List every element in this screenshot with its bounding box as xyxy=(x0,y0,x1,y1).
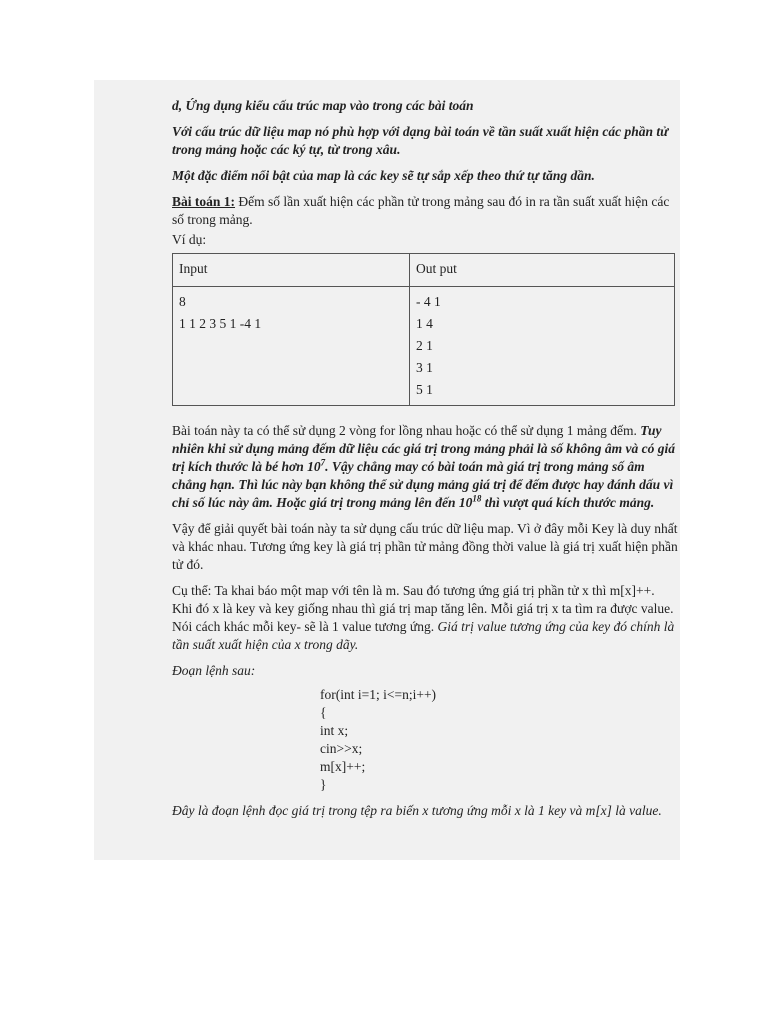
example-label: Ví dụ: xyxy=(172,232,207,247)
para1-bold-b: . Vậy chẳng may có bài toán mà giá trị trong mảng số âm chẳng hạn. Thì lúc này bạn không thể sử dụng mảng giá trị để đếm được hay đánh dấu vì chỉ số lúc này âm. Hoặc giá trị trong mảng lên đến 10 xyxy=(172,459,674,510)
input-line: 1 1 2 3 5 1 -4 1 xyxy=(179,316,262,331)
input-cell xyxy=(173,287,410,406)
closing-paragraph: Đây là đoạn lệnh đọc giá trị trong tệp ra biến x tương ứng mỗi x là 1 key và m[x] là value. xyxy=(172,803,662,818)
table-header-row xyxy=(173,254,675,287)
output-line: 1 4 xyxy=(416,316,433,331)
input-line: 8 xyxy=(179,294,186,309)
table-row xyxy=(173,287,675,406)
document-content xyxy=(172,97,678,820)
output-line: - 4 1 xyxy=(416,294,441,309)
output-line: 5 1 xyxy=(416,382,433,397)
para1-bold-c: thì vượt quá kích thước mảng. xyxy=(481,495,655,510)
problem-label: Bài toán 1: xyxy=(172,194,236,209)
para1-sup-b: 18 xyxy=(472,493,482,504)
para1-bold-a: Tuy nhiên khi sử dụng mảng đếm dữ liệu các giá trị trong mảng phải là số không âm và có giá trị kích thước là bé hơn 10 xyxy=(172,423,676,474)
code-line: { xyxy=(320,705,327,720)
section-heading: d, Ứng dụng kiểu cấu trúc map vào trong các bài toán xyxy=(172,98,474,113)
header-output: Out put xyxy=(410,254,675,287)
intro-paragraph-1: Với cấu trúc dữ liệu map nó phù hợp với dạng bài toán về tần suất xuất hiện các phần tử trong mảng hoặc các ký tự, từ trong xâu. xyxy=(172,124,669,157)
problem-statement xyxy=(172,193,678,229)
para3-plain: Cụ thể: Ta khai báo một map với tên là m. Sau đó tương ứng giá trị phần tử x thì m[x]++. Khi đó x là key và key giống nhau thì giá trị map tăng lên. Mỗi giá trị x ta tìm ra được value. Nói cách khác mỗi key- sẽ là 1 value tương ứng. xyxy=(172,583,674,634)
explanation-paragraph-2: Vậy để giải quyết bài toán này ta sử dụng cấu trúc dữ liệu map. Vì ở đây mỗi Key là duy nhất và khác nhau. Tương ứng key là giá trị phần tử mảng đồng thời value là giá trị xuất hiện phần tử đó. xyxy=(172,521,678,572)
output-line: 2 1 xyxy=(416,338,433,353)
code-label: Đoạn lệnh sau: xyxy=(172,663,256,678)
explanation-paragraph-1 xyxy=(172,422,678,512)
example-table xyxy=(172,253,675,406)
intro-paragraph-2: Một đặc điểm nổi bật của map là các key sẽ tự sắp xếp theo thứ tự tăng dần. xyxy=(172,168,595,183)
code-line: cin>>x; xyxy=(320,741,363,756)
header-input: Input xyxy=(173,254,410,287)
code-line: } xyxy=(320,777,327,792)
code-line: m[x]++; xyxy=(320,759,366,774)
code-line: for(int i=1; i<=n;i++) xyxy=(320,687,437,702)
para1-plain: Bài toán này ta có thể sử dụng 2 vòng for lồng nhau hoặc có thể sử dụng 1 mảng đếm. xyxy=(172,423,641,438)
output-cell xyxy=(410,287,675,406)
output-line: 3 1 xyxy=(416,360,433,375)
explanation-paragraph-3 xyxy=(172,582,678,654)
code-block xyxy=(320,686,678,794)
problem-text: Đếm số lần xuất hiện các phần tử trong mảng sau đó in ra tần suất xuất hiện các số trong mảng. xyxy=(172,194,670,227)
code-line: int x; xyxy=(320,723,349,738)
para3-italic: Giá trị value tương ứng của key đó chính là tần suất xuất hiện của x trong dãy. xyxy=(172,619,675,652)
para1-sup-a: 7 xyxy=(320,457,326,468)
